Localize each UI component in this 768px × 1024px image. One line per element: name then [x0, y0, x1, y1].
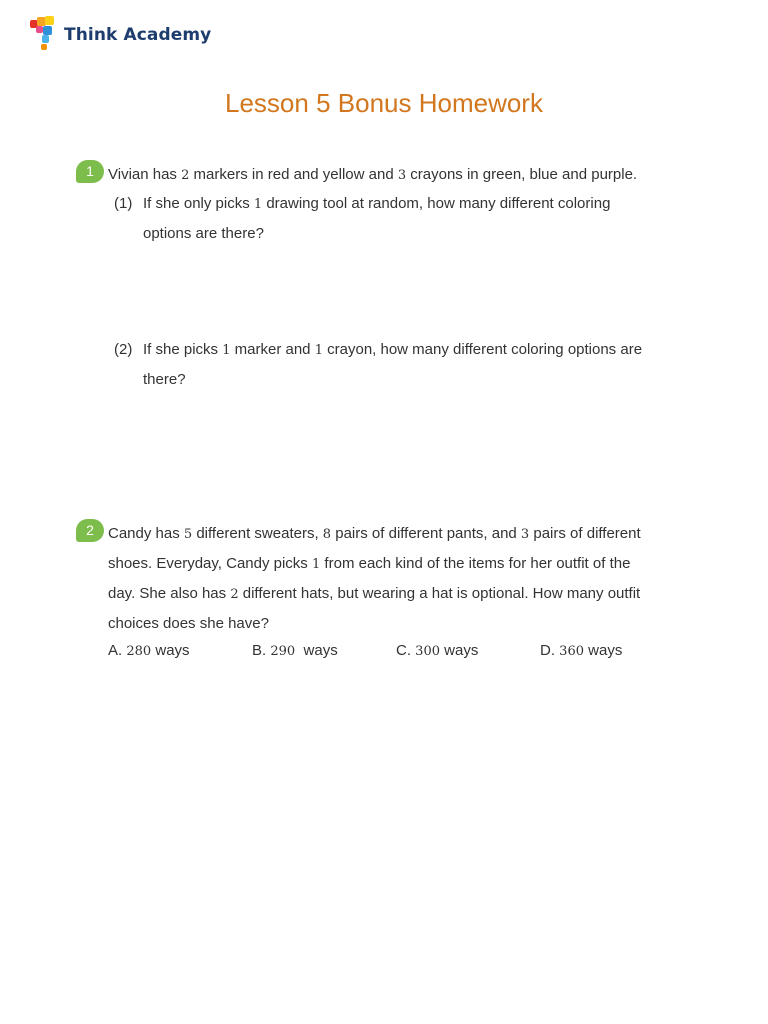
question-2-text: Candy has 5 different sweaters, 8 pairs of different pants, and 3 pairs of different shoes. Everyday, Candy picks 1 from each kind of the items for her outfit of the day. She also has 2 different hats, but wearing a hat is optional. How many outfit choices does she have?: [108, 525, 641, 632]
brand-logo: [28, 14, 211, 54]
brand-name: Think Academy: [64, 25, 212, 45]
answer-option-c: C. 300 ways: [396, 642, 479, 659]
answer-option-a: A. 280 ways: [108, 642, 190, 659]
question-1-part-1: (1) If she only picks 1 drawing tool at random, how many different coloring options are there?: [114, 189, 714, 248]
question-number-badge: 1: [76, 160, 104, 183]
page-title: Lesson 5 Bonus Homework: [225, 88, 543, 118]
part-label: (2): [114, 341, 133, 358]
question-1-text: Vivian has 2 markers in red and yellow and 3 crayons in green, blue and purple.: [108, 166, 638, 183]
question-number-badge: 2: [76, 519, 104, 542]
answer-option-b: B. 290 ways: [252, 642, 338, 659]
question-1-part-2: (2) If she picks 1 marker and 1 crayon, how many different coloring options are there?: [114, 335, 714, 394]
part-label: (1): [114, 195, 133, 212]
think-academy-logo-icon: [28, 14, 62, 54]
answer-option-d: D. 360 ways: [540, 642, 623, 659]
